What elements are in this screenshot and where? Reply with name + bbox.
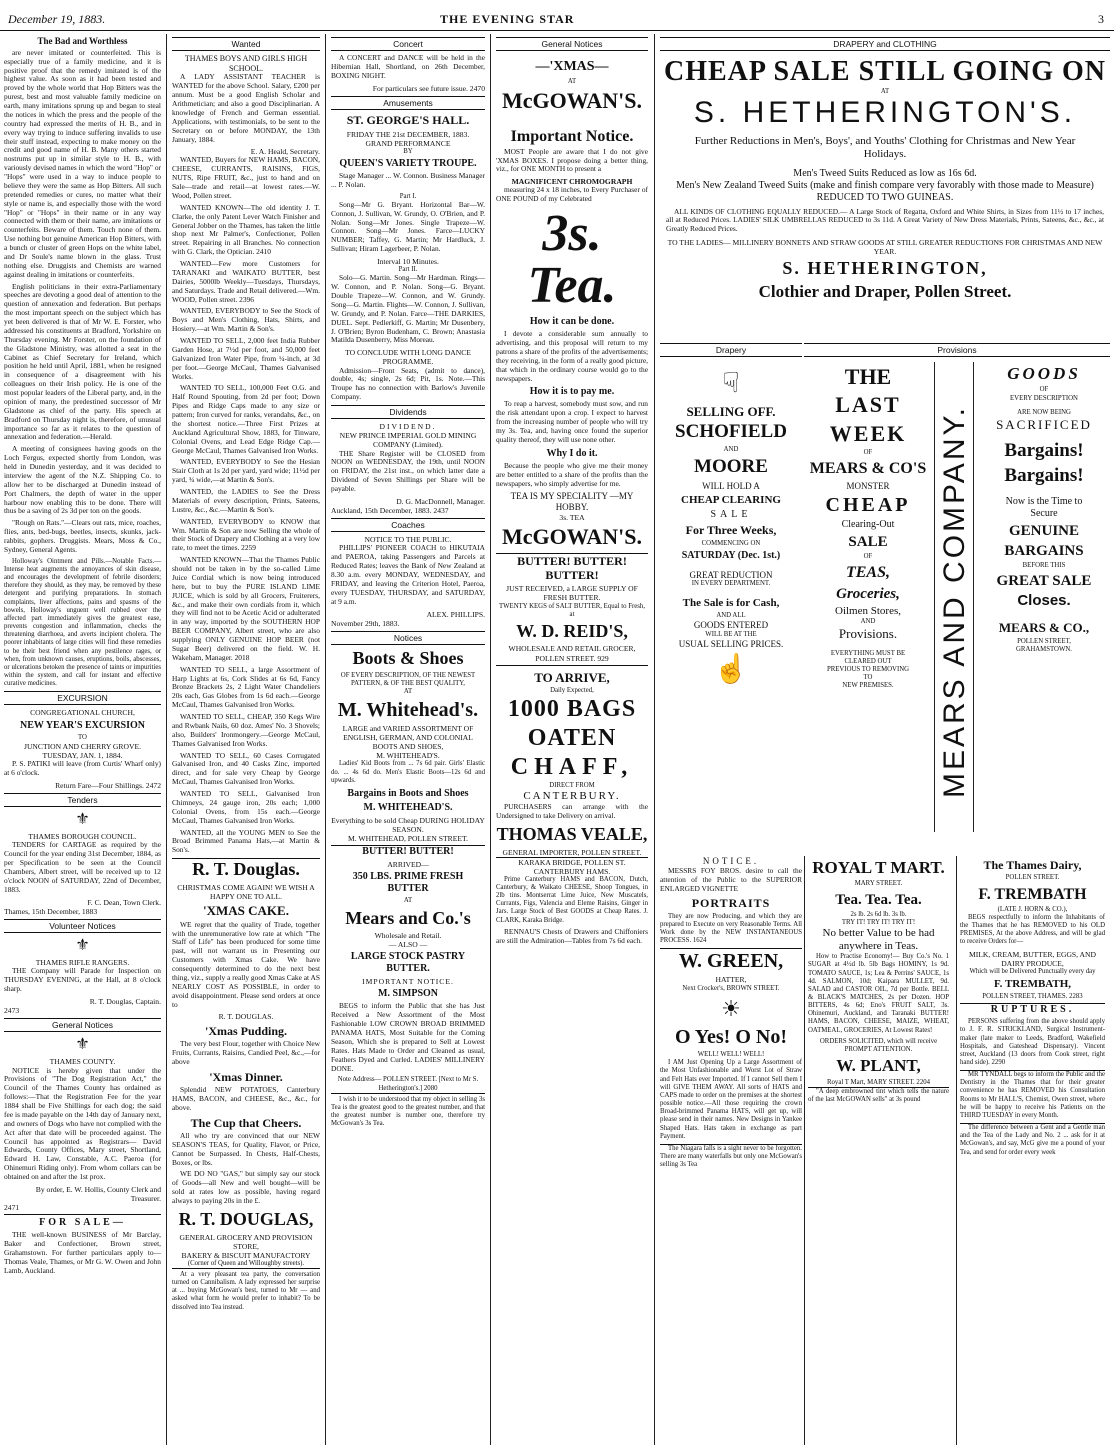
ad-title: TO ARRIVE, [496,665,648,686]
ad-title: Bargains! [1004,465,1084,487]
article-text: are never imitated or counterfeited. This is especially true of a family medicine, and it is positive proof that the remedy imitated is of the highest value. As soon as it had been tested and proved by the whole world that Hop Bitters was the purest, best and most valuable family medicine on earth, many imitations sprung up and began to steal the notices in which the press and the people of the country had expressed the merits of H. B., and in every way trying to induce suffering invalids to use their stuff instead, expecting to make money on the credit and good name of H. B. Many others started nostrums put up in similar style to H. B., with variously devised names in which the word "Hop" or "Hops" were used in a way to induce people to believe they were the same as Hop Bitters. All such pretended remedies or cures, no matter what their style or name is, and especially those with the word "Hop" or "Hops" in their name or in any way connected with them or their name, are imitations or counterfeits. Beware of them. Touch none of them. Use nothing but genuine American Hop Bitters, with a bunch or cluster of green Hops on the white label, and Dr Soule's name blown in the glass. Trust nothing else. Druggists and Chemists are warned against dealing in imitations or counterfeits. [4,47,161,279]
ad-title: QUEEN'S VARIETY TROUPE. [339,157,477,169]
ad-line: WILL HOLD A [702,481,760,492]
ad-line: TO THE LADIES— MILLINERY BONNETS AND STRAW GOODS AT STILL GREATER REDUCTIONS FOR CHRISTMAS AND NEW YEAR. [667,238,1103,257]
ad-text: BEGS respectfully to inform the Inhabitants of the Thames that he has REMOVED to his OLD PREMISES, At the above Address, and will be glad to receive Orders for— [960,913,1105,946]
ad-line: D. G. MacDonnell, Manager. [396,496,485,506]
coat-of-arms-icon: ⚜ [75,811,90,829]
ad-title: THOMAS VEALE, [496,823,648,844]
ad-title: DIVIDEND. [379,422,437,432]
ad-line: ORDERS SOLICITED, which will receive PROMPT ATTENTION. [819,1037,938,1053]
ad-text: To reap a harvest, somebody must sow, and run the risk attendant upon a crop. I expect to harvest from the increasing number of people who will try my 3s. Tea, and, having once found the superior quality thereof, they will use none other. [496,399,648,444]
ad-line: IN EVERY DEPARTMENT. [691,580,771,588]
ad-title: The Cup that Cheers. [190,1115,302,1130]
article-text: I wish it to be understood that my object in selling 3s Tea is the greatest good to the greatest number, and that the greatest number is number one, therefore try McGowan's 3s Tea. [331,1093,485,1129]
column-divider [166,34,167,1445]
ad-title: McGOWAN'S. [502,88,642,114]
ad-line: Now is the Time to [1005,496,1083,508]
wanted-ad: WANTED TO SELL, CHEAP, 350 Kegs Wire and Rwbank Nails, 60 doz. Ames' No. 3 Shovels; also, Builders' Ironmongery.—George McCaul, Thames Galvanised Iron Works. [172,712,320,748]
section-header: Dividends [331,405,485,419]
ad-line: AT [403,897,413,905]
ad-line: Secure [1030,508,1058,520]
ad-line: November 29th, 1883. [331,618,400,628]
ad-line: NEW PRINCE IMPERIAL GOLD MINING COMPANY (Limited). [339,431,477,450]
ad-text: All who try are convinced that our NEW SEASON'S TEAS, for Quality, Flavor, or Price, Cannot be Surpassed. In Chests, Half-Chests, Boxes, or lbs. [172,1130,320,1167]
ad-title: Clothier and Draper, Pollen Street. [758,281,1012,301]
wanted-ad: WANTED KNOWN—The old identity J. T. Clarke, the only Patent Lever Watch Finisher and General Jobber on the Thames, has taken the little shop next Mr Palmer's, Confectioner, Pollen street. Repairing in all Branches. No connection with G. Clark, the Optician. 2410 [172,202,320,257]
ad-title: Groceries, [836,585,900,602]
ad-line: Men's Tweed Suits Reduced as low as 16s 6d. [793,167,977,179]
ad-title: R. T. DOUGLAS, [178,1208,314,1229]
ad-line: GRAHAMSTOWN. [1016,645,1072,653]
ad-title: How it can be done. [529,316,615,328]
ad-title: For Three Weeks, [685,523,777,538]
ad-title: Bargains! [1004,440,1084,462]
ad-title: Boots & Shoes [352,647,464,668]
ad-line: TRY IT! TRY IT! TRY IT! [841,918,916,926]
ad-title: —'XMAS— [535,59,609,75]
ad-line: Interval 10 Minutes. [377,257,439,267]
wanted-ad: WANTED TO SELL, 100,000 Feet O.G. and Half Round Spouting, from 2d per foot; Down Pipes and Ridge Caps made to any size or pattern; Iron curved for ranks, verandahs, &c., on the shortest notice.—Three First Prizes at Auckland Agricultural Show, 1883, for Tinware, Colonial Ovens, and Lead Edge Ridge Cap.—George McCaul, Thames Galvanised Iron Works. [172,383,320,455]
ad-line: MONSTER [846,480,890,491]
ad-title: RUPTURES. [960,1003,1105,1016]
ad-text: THE well-known BUSINESS of Mr Barclay, Baker and Confectioner, Brown street, Grahamstown. For further particulars apply to— Thomas Veale, Thames, or Mr G. W. Owen and John Lamb, Auckland. [4,1230,161,1275]
ad-title: CHEAP SALE STILL GOING ON [663,56,1106,88]
wanted-ad: WANTED, Buyers for NEW HAMS, BACON, CHEESE, CURRANTS, RAISINS, FIGS, NUTS, Ripe FRUIT, &c., just to hand and on Sale—trade and retail—at lowest rates.—W. Wood, Pollen street. [172,155,320,200]
ad-line: BEFORE THIS [1022,562,1066,570]
ad-title: THAMES COUNTY. [49,1057,116,1067]
ad-line: CLEARED OUT [844,657,892,665]
article-text: "A deep embrowned tint which tells the nature of the last McGOWAN sells" at 3s pound [808,1087,949,1103]
ad-title: SATURDAY (Dec. 1st.) [681,549,781,561]
ad-line: OF [863,449,873,457]
mears-sale-ad [804,362,932,690]
section-header: Notices [331,631,485,645]
ad-title: The Thames Dairy, [983,858,1082,872]
pointing-hand-icon: ☝ [713,653,749,685]
ad-title: Closes. [1017,592,1071,610]
ad-line: 3s. TEA [559,513,585,523]
ad-line: 2s lb. 2s 6d lb. 3s lb. [850,910,907,918]
drapery-section [660,340,802,845]
ad-title: R. T. Douglas. [172,858,320,881]
article-text: At a very pleasant tea party, the conversation turned on Cannibalism. A lady expressed her surprise at ... buying McGowan's best, turned to Mr — and asked what form he would prefer to inhabit? To be dissolved into Tea instead. [172,1268,320,1312]
ad-line: Provisions. [838,626,898,641]
ad-text: A LADY ASSISTANT TEACHER is WANTED for the above School. Salary, £200 per annum. Must be a good English Scholar and Arithmetician; and also a good Disciplinarian. A knowledge of French and German essential. Applications, with testimonials, to be sent to the Secretary on or before MONDAY, the 13th January, 1884. [172,72,320,144]
wanted-ad: WANTED KNOWN—That the Thames Public should not be taken in by the so-called Lime Juice Cordial which is now being introduced here, but to buy the PURE ISLAND LIME JUICE, which is sold by all Grocers, Fruiterers, &c., and make their own cordials from it, which they will find not to be Acetic Acid or adulterated in any way, imported by the SOUTHERN HOP BEER COMPANY, Albert street, who are also supplying ONLY GENUINE HOP BEER (not Sugar Beer) delivered on the field. W. H. Wakeham, Manager. 2018 [172,555,320,662]
ad-line: POLLEN STREET, [1017,637,1071,645]
coat-of-arms-icon: ⚜ [75,936,90,954]
ad-text: How to Practise Economy!— Buy Co.'s No. 1 SUGAR at 4½d lb. 5lb Bags HOMINY, 1s 9d. TOMATO SAUCE, 1s; Lea & Perrins' SAUCE, 1s 4d. SALMON, 10d; Kaipara MULLET, 9d. SALAD and CASTOR OIL, 7d per Bottle. BELL & BLACK'S MATCHES, 2s per Dozen. HOP BITTERS, 4s 6d; Eno's FRUIT SALT, 3s. Ohinemuri, Auckland, and Taranaki BUTTER! HAMS, BACON, CHEESE, MAIZE, WHEAT, OATMEAL, GROCERIES, At Lowest Rates! [808,953,949,1034]
ad-line: WILL BE AT THE [705,630,757,638]
ad-title: LARGE STOCK PASTRY BUTTER. [350,951,466,975]
ad-title: BARGAINS [1004,543,1084,560]
ad-line: BAKERY & BISCUIT MANUFACTORY [181,1250,311,1260]
ad-title: OATEN [527,725,617,752]
ad-title: GOODS [1007,364,1081,383]
ad-title: CHEAP [825,494,911,517]
section-header: DRAPERY and CLOTHING [660,37,1110,51]
notice-section [660,856,802,1445]
ad-title: ST. GEORGE'S HALL. [346,113,470,128]
ad-line: Clearing-Out [841,519,895,531]
ad-line: Part II. [398,266,418,274]
ad-line: LARGE and VARIED ASSORTMENT OF ENGLISH, GERMAN, AND COLONIAL BOOTS AND SHOES, [342,724,474,752]
ad-title: WEEK [829,420,907,446]
ad-line: PREVIOUS TO REMOVING [826,665,910,673]
ad-line: No better Value to be had anywhere in Teas. [822,926,935,953]
vertical-title: MEARS AND COMPANY. [938,405,971,799]
ad-line: POLLEN STREET. [1005,874,1060,882]
ad-title: W. PLANT, [836,1056,921,1076]
ad-title: Bargains in Boots and Shoes [347,787,469,799]
section-header: General Notices [4,1018,161,1032]
column-1 [0,34,165,1445]
ad-title: F. TREMBATH, [993,977,1072,990]
column-3 [327,34,489,1445]
ad-line: AND ALL [716,611,746,619]
ad-title: W. D. REID'S, [516,620,628,641]
ad-text: WE regret that the quality of Trade, together with the unremunerative low rate at which "The Staff of Life" has been produced for some time past, will not warrant us in Presenting our Customers with Xmas Cake. We have consequently determined to do the next best thing, viz., supply a really good Xmas Cake at AS NEARLY COST AS POSSIBLE, in order to avoid disappointment. Please send orders at once to [172,919,320,1009]
ad-line: ARRIVED— [387,860,429,870]
ad-line: ARE NOW BEING [1017,408,1071,416]
article-text: English politicians in their extra-Parliamentary speeches are devoting a good deal of attention to the question of annexation and federation. But perhaps the most important speech on the subject which has yet been delivered is that of Mr W. E. Forster, who addressed his constituents at Bradford, Yorkshire on Thursday evening. Mr Forster, on the foundation of the Gladstone Ministry, was allotted a seat in the Cabinet as Chief Secretary for Ireland, which position he held until April, 1881, when he resigned in consequence of a disagreement with his colleagues on their Irish policy. He is one of the most popular leaders of the Liberal party, and, in the opinion of many, the predestined successor of Mr Gladstone as chief of the party. His speech at Bradford on Thursday night is, therefore, of unusual importance so far as it relates to the question of annexation and federation.—Herald. [4,281,161,442]
section-header: General Notices [496,37,648,51]
ad-title: Why I do it. [546,447,598,459]
vertical-banner [934,362,974,832]
ad-line: TO [863,674,873,682]
ad-title: M. Whitehead's. [337,699,479,722]
ad-title: BUTTER! BUTTER! BUTTER! [496,553,648,583]
ad-title: MEARS & CO., [998,620,1090,636]
ad-line: Oilmen Stores, [835,604,901,617]
ad-text: The very best Flour, together with Choice New Fruits, Currants, Raisins, Candied Peel, &c.,—for above [172,1038,320,1066]
ad-title: 'Xmas Pudding. [204,1023,288,1038]
ad-title: How it is to pay me. [529,386,615,398]
ad-line: CONGREGATIONAL CHURCH, [30,708,135,718]
ad-text: Splendid NEW POTATOES, Canterbury HAMS, BACON, and CHEESE, &c., &c., for above. [172,1084,320,1112]
section-header: EXCURSION [4,691,161,705]
ad-line: TUESDAY, JAN. 1, 1884. [42,750,123,760]
ad-text: THE Share Register will be CLOSED from NOON on WEDNESDAY, the 19th, until NOON on FRIDAY, the 21st inst., on which latter date a Dividend of Seven Shillings per Share will be payable. [331,448,485,494]
ad-title: MOORE [694,456,768,478]
ad-line: GENERAL IMPORTER, POLLEN STREET. [502,847,642,857]
ad-title: S. HETHERINGTON'S. [693,96,1077,130]
ad-line: E. A. Heald, Secretary. [250,147,320,157]
section-header: Volunteer Notices [4,919,161,933]
column-divider [654,34,655,1445]
column-2 [168,34,324,1445]
ad-line: GOODS ENTERED [693,619,769,630]
ad-title: CANTERBURY HAMS. [533,866,611,876]
wanted-ad: WANTED TO SELL, Galvanised Iron Chimneys, 24 gauge iron, 20s each; 1,000 Colonial Ovens, from 15s each.—George McCaul, Thames Galvanised Iron Works. [172,789,320,825]
article-text: The difference between a Gent and a Gentle man and the Tea of the Lady and No. 2 ... ask for it at McGowan's, and say, McG give me a pound of your Tea, and send for order every week [960,1124,1105,1156]
ad-line: Thames, 15th December, 1883 [4,906,98,916]
ad-title: McGOWAN'S. [502,524,642,550]
ad-title: SCHOFIELD [675,421,787,443]
column-5 [656,34,1114,1445]
ad-title: MEARS & CO'S [809,460,927,478]
ad-text: Prime Canterbury HAMS and BACON, Dutch, Canterbury, & Waikato CHEESE, Shoop Tongues, in 2lb tins. Montserrat Lime Juice, New Muscatels, Currants, Figs, Valencia and Eleme Raisins, Ginger in Jars. Large Stock of Best GOODS at Cheap Rates. J. CLARK, Karaka Bridge. [496,875,648,924]
ad-line: Return Fare—Four Shillings. 2472 [55,780,161,790]
ad-title: ROYAL T MART. [812,858,945,877]
ad-line: Wholesale and Retail. [374,931,442,941]
ad-text: MESSRS FOY BROS. desire to call the attention of the Public to the SUPERIOR ENLARGED VIGNETTE [660,865,802,893]
ad-title: 'XMAS CAKE. [203,903,289,919]
ad-title: 3s. Tea. [527,205,617,315]
ad-line: MARY STREET. [854,880,903,888]
ad-line: OF [863,553,873,561]
wanted-ad: WANTED—Few more Customers for TARANAKI and WAIKATO BUTTER, best Dairies, 5000lb Weekly—Tuesdays, Thursdays, and Saturdays. Trade and Retail delivered.—Wm. WOOD, Pollen street. 2396 [172,259,320,304]
ad-line: JUNCTION AND CHERRY GROVE. [23,741,141,751]
ad-title: NOTICE. [702,856,760,866]
ad-text: NOTICE is hereby given that under the Provisions of "The Dog Registration Act," the Council of the Thames County has ordained as follows:—That the Registration Fee for the year 1884 shall be Five Shillings for each dog; the said fee is made payable on the 14th day of January next, and owners of Dogs who have not complied with the Act after that date will be proceeded against. The Council has appointed as Registrars— David Edwards, County Offices, Mary street, Shortland, Edward H. Law, Constable, A.C. Paeroa (for Ohinemuri Riding only). From whom collars can be obtained on and after the 1st prox. [4,1065,161,1182]
ad-title: The Sale is for Cash, [682,596,780,609]
ad-line: OF EVERY DESCRIPTION, OF THE NEWEST PATTERN, & OF THE BEST QUALITY, [340,671,476,687]
ad-title: F. TREMBATH [978,885,1087,903]
ad-line: KARAKA BRIDGE, POLLEN ST. [496,857,648,867]
ad-line: 2473 [4,1006,20,1015]
ad-line: TO [78,733,87,741]
ad-line: AND [860,617,876,625]
newspaper-title: THE EVENING STAR [440,12,575,26]
provisions-section [804,340,1110,845]
ad-line: MAGNIFICENT CHROMOGRAPH [511,177,633,187]
article-text: Holloway's Ointment and Pills.—Notable Facts.—Intense heat augments the annoyances of skin disease, and encourages the development of febrile disorders; therefore they should, as they may, be removed by these detergent and purifying preparations. In stomach complaints, liver affections, pains and spasms of the bowels, Holloway's unguent well rubbed over the affected part immediately gives the greatest ease, prevents congestion and inflammation, checks the threatening diarrhoea, and averts incipient cholera. The poorer inhabitants of large cities will find these remedies to be their best friend when any pestilence rages, or when, from unknown causes, eruptions, boils, abscesses, or ulcerations betoken the presence of taints or impurities within the system, and call for instant and effective curative medicines. [4,557,161,688]
ad-title: GENUINE [1008,523,1079,540]
ad-line: AND [723,446,739,454]
ad-line: M. WHITEHEAD'S. [376,751,440,761]
ad-title: M. WHITEHEAD'S. [363,801,453,813]
ad-line: Everything to be sold Cheap DURING HOLIDAY SEASON. [331,815,485,835]
ad-text: MR TYNDALL begs to inform the Public and the Dentistry in the Thames that for their greater convenience he has REMOVED his Consultation Rooms to Mr HALL'S, Chemist, Owen street, where he will be happy to receive his Patients on the THIRD TUESDAY in every Month. [960,1071,1105,1119]
ad-title: PORTRAITS [691,896,771,911]
ad-line: Part I. [399,192,417,200]
ad-text: WE DO NO "GAS," but simply say our stock of Goods—all New and well bought—will be sold at rates low as possible, having regard always to paying 20s in the £. [172,1169,320,1206]
wanted-ads-list [172,156,320,855]
section-header: Coaches [331,518,485,532]
ad-line: AT [880,87,890,95]
ad-line: F. C. Dean, Town Clerk. [87,897,161,907]
ad-line: AT [567,77,577,85]
ad-text: Stage Manager ... W. Connon. Business Manager ... P. Nolan. [331,170,485,189]
ad-text: PHILLIPS' PIONEER COACH to HIKUTAIA and PAEROA, taking Passengers and Parcels at Reduced Rates; leaves the Bank of New Zealand at 8.30 a.m. every MONDAY, WEDNESDAY, and FRIDAY, and leaving the Criterion Hotel, Paeroa, every TUESDAY, THURSDAY, and SATURDAY, at 9 a.m. [331,543,485,606]
ad-title: CHAFF, [510,754,634,781]
page-number: 3 [1098,12,1104,26]
ad-line: By order, E. W. Hollis, County Clerk and Treasurer. [35,1184,161,1204]
masthead [0,0,1114,32]
ad-text: RENNAU'S Chests of Drawers and Chiffoniers are still the Admiration—Tables from 7s 6d each. [496,926,648,945]
ad-title: FOR SALE— [4,1214,161,1229]
ad-text: Solo—G. Martin. Song—Mr Hardman. Rings—W. Connon, and P. Nolan. Song—G. Bryant. Double Trapeze—W. Connon, and W. Grundy. Song—G. Martin. Flights—W. Connon, J. Sullivan, W. Grundy, and P. Nolan. Farce—THE DARKIES, DUEL. Sept. Pedlerkiff, G. Martin; Mr Dusenbery, J. O'Brien; Byron Budenham, C. Brown; Anastasia Matilda Dusenberry, Miss Moreau. [331,273,485,345]
ad-line: TWENTY KEGS of SALT BUTTER, Equal to Fresh, at [498,602,646,618]
ad-line: HATTER, [715,975,747,985]
ad-line: For particulars see future issue. 2470 [372,83,485,93]
section-header: Tenders [4,793,161,807]
ad-line: Next Crocker's, BROWN STREET. [682,984,780,992]
wanted-ad: WANTED, the LADIES to See the Dress Materials of every description, Prints, Sateens, Lustre, &c., &c.—Martin & Son's. [172,487,320,514]
ad-text: P. S. PATIKI will leave (from Curtis' Wharf only) at 6 o'clock. [4,758,161,777]
ad-text: Because the people who give me their money are better entitled to a share of the profits than the newspapers, who simply advertise for me. [496,460,648,488]
ad-text: MOST People are aware that I do not give 'XMAS BOXES. I propose doing a better thing, viz., for ONE MONTH to present a [496,146,648,174]
ad-line: Men's New Zealand Tweed Suits (make and finish compare very favorably with those made to Measure) REDUCED TO TWO GUINEAS. [676,179,1094,203]
ad-line: MILK, CREAM, BUTTER, EGGS, AND DAIRY PRODUCE, [969,949,1096,968]
ad-line: SACRIFICED [996,416,1092,432]
article-text: The Niagara falls is a sight never to be forgotten. There are many waterfalls but only one McGowan's selling 3s Tea [660,1144,802,1169]
sun-emblem-icon: ☀ [721,995,741,1021]
ad-line: COMMENCING ON [701,539,761,547]
ad-title: THAMES RIFLE RANGERS. [35,958,130,968]
ad-title: THE [844,364,892,389]
ad-title: NEW YEAR'S EXCURSION [19,719,146,731]
ad-text: Admission—Front Seats, (admit to dance), double, 4s; single, 2s 6d; Pit, 1s. Note.—This Troupe has no connection with Barlow's Juvenile Company. [331,365,485,402]
ad-line: GENERAL GROCERY AND PROVISION STORE, [179,1232,313,1251]
ad-line: BY [403,147,413,155]
ad-line: IMPORTANT NOTICE. [362,977,454,987]
royal-t-mart-section [804,856,952,1445]
column-4 [492,34,652,1445]
ad-line: GREAT REDUCTION [689,569,773,580]
pointing-hand-icon: ☟ [722,368,740,400]
ad-line: WHOLESALE AND RETAIL GROCER, POLLEN STREET. 929 [508,644,636,663]
ad-title: 'Xmas Dinner. [209,1069,283,1084]
ad-text: TENDERS for CARTAGE as required by the Council for the year ending 31st December, 1884, as per Specification to be seen at the Council Chambers, Albert street, will be received up to 12 o'clock NOON of SATURDAY, 22nd of December, 1883. [4,840,161,894]
ad-line: NEW PREMISES. [842,682,894,690]
ad-text: I AM Just Opening Up a Large Assortment of the Most Unfashionable and Worst Lot of Straw and Felt Hats ever Imported. If I cannot Sell them I will GIVE THEM AWAY. All sorts of HATS and CAPS made to order on the premises at the shortest possible notice.—All those requiring the crown Broad-brimmed Panama HATS, will get up, will please send in their names. New Designs in Yankee Shaped Hats. Hats taken in exchange as part Payment. [660,1059,802,1140]
ad-line: Royal T Mart, MARY STREET. 2204 [826,1078,931,1086]
ad-line: ALEX. PHILLIPS. [426,609,485,619]
column-divider [490,34,491,1445]
ad-line: EVERY DESCRIPTION [1010,394,1078,402]
ad-line: R. T. DOUGLAS. [218,1012,274,1022]
wanted-ad: WANTED, EVERYBODY to See the Stock of Boys and Men's Clothing, Hats, Shirts, and Hosiery.—at Wm. Martin & Son's. [172,306,320,334]
ad-line: CANTERBURY. [523,789,621,802]
ad-title: SALE [848,534,888,551]
ad-title: 350 LBS. PRIME FRESH BUTTER [352,871,464,895]
wanted-ad: WANTED, EVERYBODY to See the Hesian Stair Cloth at 1s 2d per yard, yard wide; 11½d per yard, ¾ wide,—at Martin & Son's. [172,457,320,485]
ad-line: JUST RECEIVED, a LARGE SUPPLY OF FRESH BUTTER. [506,584,638,603]
ad-line: R. T. Douglas, Captain. [89,996,161,1006]
ad-title: O Yes! O No! [674,1026,788,1049]
ad-line: Daily Expected, [550,687,594,695]
ad-title: SELLING OFF. [686,403,776,419]
ad-text: A CONCERT and DANCE will be held in the Hibernian Hall, Shortland, on 26th December, BOXING NIGHT. [331,53,485,80]
ad-text: PURCHASERS can arrange with the Undersigned to take Delivery on arrival. [496,802,648,821]
goods-ad [978,362,1110,654]
section-header: Provisions [804,343,1110,357]
ad-line: WELL! WELL! WELL! [697,1051,765,1059]
wanted-ad: WANTED, all the YOUNG MEN to See the Broad Brimmed Panama Hats,—at Martin & Son's. [172,827,320,855]
ad-line: CHRISTMAS COME AGAIN! WE WISH A HAPPY ONE TO ALL. [177,882,315,901]
article-title: The Bad and Worthless [37,36,128,46]
ad-text: PERSONS suffering from the above should apply to J. F. R. STRICKLAND, Surgical Instrument-maker (late maker to Leeds, Bradford, Wakefield Hospitals, and Gateshead Dispensary). Vincent street, Auckland (13 doors from Cook street, right hand side). 2290 [960,1018,1105,1067]
coat-of-arms-icon: ⚜ [75,1036,90,1054]
ad-line: DIRECT FROM [549,781,595,789]
ad-line: Further Reductions in Men's, Boys', and Youths' Clothing for Christmas and New Year Holidays. [694,135,1076,161]
ad-line: GRAND PERFORMANCE [365,138,451,148]
wanted-ad: WANTED TO SELL, 2,000 feet India Rubber Garden Hose, at 7½d per foot, and 50,000 feet Galvanized Iron Water Pipe, from ¼-inch, at 3d per foot.—George McCaul, Thames Galvanised Works. [172,336,320,381]
section-header: Amusements [331,96,485,110]
wanted-ad: WANTED, EVERYBODY to KNOW that Wm. Martin & Son are now Selling the whole of their Stock of Drapery and Clothing at a very low rate, to meet the times. 2259 [172,516,320,553]
ad-title: GREAT SALE [996,573,1092,590]
ad-line: AT [403,687,413,695]
dairy-section [956,856,1108,1445]
ad-line: SALE [710,509,752,521]
ad-title: CHEAP CLEARING [681,493,781,506]
ad-title: W. GREEN, [660,948,802,973]
ad-title: THAMES BOROUGH COUNCIL. [28,832,137,842]
ad-line: TEA IS MY SPECIALITY —MY HOBBY. [510,491,634,513]
ad-title: BUTTER! BUTTER! [331,845,485,858]
ad-text: They are now Producing, and which they are prepared to Execute on very Reasonable Terms. All Work done by the NEW INSTANTANEOUS PROCESS. 1624 [660,912,802,945]
ad-text: I devote a considerable sum annually to advertising, and this proposal will return to my patrons a share of the profits of the advertisements; they receiving, in the form of a really good picture, that which in the ordinary course would go to the newspapers. [496,329,648,383]
ad-line: Which will be Delivered Punctually every day [969,967,1096,975]
column-divider [325,34,326,1445]
ad-text: ALL KINDS OF CLOTHING EQUALLY REDUCED.— A Large Stock of Regatta, Oxford and White Shirts, in Sizes from 11½ to 17 inches, all at Reduced Prices. LADIES' SILK UMBRELLAS REDUCED to 3s 11d. A Great Variety of New Dress Materials, Prints, Sateens, &c., &c., at Greatly Reduced Prices. [666,206,1104,234]
ad-title: Tea. Tea. Tea. [835,891,922,908]
ad-line: Note Address— POLLEN STREET. [Next to Mr S. Hetherington's.] 2080 [337,1076,479,1092]
ad-line: (LATE J. HORN & CO.), [997,905,1068,913]
ad-title: THAMES BOYS AND GIRLS HIGH SCHOOL. [184,54,308,73]
ad-title: Important Notice. [510,127,634,145]
ad-line: EVERYTHING MUST BE [830,649,906,657]
wanted-ad: WANTED TO SELL, a large Assortment of Harp Lights at 6s, Cork Slides at 6s 6d, Fancy Bronze Brackets 2s, 2 Light Water Chandeliers 20s each, Gas Globes from 1s 6d each.—George McCaul, Thames Galvanised Iron Works. [172,664,320,710]
ad-title: LAST [835,392,901,418]
ad-line: — ALSO — [388,940,428,950]
wanted-ad: WANTED TO SELL, 60 Cases Corrugated Galvanised Iron, and 40 Casks Zinc, imported direct, and for sale very Cheap by George McCaul, Thames Galvanised Iron Works. [172,750,320,787]
ad-line: M. WHITEHEAD, POLLEN STREET. [348,834,468,844]
section-header: Concert [331,37,485,51]
ad-text: BEGS to inform the Public that she has Just Received a New Assortment of the Most Fashionable LOW CROWN BROAD BRIMMED PANAMA HATS, Most Suitable for the Coming Season, Which she is prepared to Sell at Lowest Rates. Hats Made to Order and Cleaned as usual, Feathers Dyed and Curled. LADIES' MILLINERY DONE. [331,1001,485,1073]
ad-text: THE Company will Parade for Inspection on THURSDAY EVENING, at the Hall, at 8 o'clock sharp. [4,966,161,994]
issue-date: December 19, 1883. [8,12,106,26]
ad-title: TEAS, [845,564,890,582]
section-header: Wanted [172,37,320,51]
masthead-rule [0,30,1114,31]
ad-line: (Corner of Queen and Willoughby streets). [187,1259,305,1267]
ad-title: NOTICE TO THE PUBLIC. [364,535,452,545]
ad-title: S. HETHERINGTON, [782,258,988,279]
article-text: A meeting of consignees having goods on the Loch Fergus, expected shortly from London, was held in Dunedin yesterday, and it was decided to interview the agent of the N.Z. Shipping Co. to allow her to be discharged at Dunedin instead of Port Chalmers, the depth of water in the upper harbour now enabling this to be done. There will thus be a saving of 2s 3d per ton on the goods. [4,444,161,516]
ad-line: POLLEN STREET, THAMES. 2283 [982,993,1083,1001]
ad-line: 2471 [4,1203,20,1213]
ad-text: Song—Mr G. Bryant. Horizontal Bar—W. Connon, J. Sullivan, W. Grundy, O. O'Brien, and P. Nolan. Song—Mr Jones. Single Trapeze—W. Connon. Song—Mr Jones. Farce—LUCKY NUMBER; Taffey, G. Martin; Mr Hardluck, J. Sullivan; Hiram Lagerbeer, P. Nolan. [331,199,485,254]
section-header: Drapery [660,343,802,357]
ad-title: 1000 BAGS [507,696,637,723]
ad-line: USUAL SELLING PRICES. [678,638,784,649]
ad-text: Ladies' Kid Boots from ... 7s 6d pair. Girls' Elastic do. ... 4s 6d do. Men's Elastic Boots—12s 6d and upwards. [331,760,485,784]
ad-text: measuring 24 x 18 inches, to Every Purchaser of ONE POUND of my Celebrated [496,185,648,204]
ad-title: Mears and Co.'s [345,907,471,928]
ad-line: TO CONCLUDE WITH LONG DANCE PROGRAMME. [345,348,471,367]
ad-line: Auckland, 15th December, 1883. 2437 [331,506,449,516]
article-text: "Rough on Rats."—Clears out rats, mice, roaches, flies, ants, bed-bugs, beetles, insects, skunks, jack-rabbits, gophers. Druggists. Mears, Moss & Co., Sydney, General Agents. [4,518,161,554]
ad-line: FRIDAY THE 21st DECEMBER, 1883. [346,129,470,139]
ad-line: OF [1039,386,1049,394]
ad-title: M. SIMPSON [378,988,438,1000]
